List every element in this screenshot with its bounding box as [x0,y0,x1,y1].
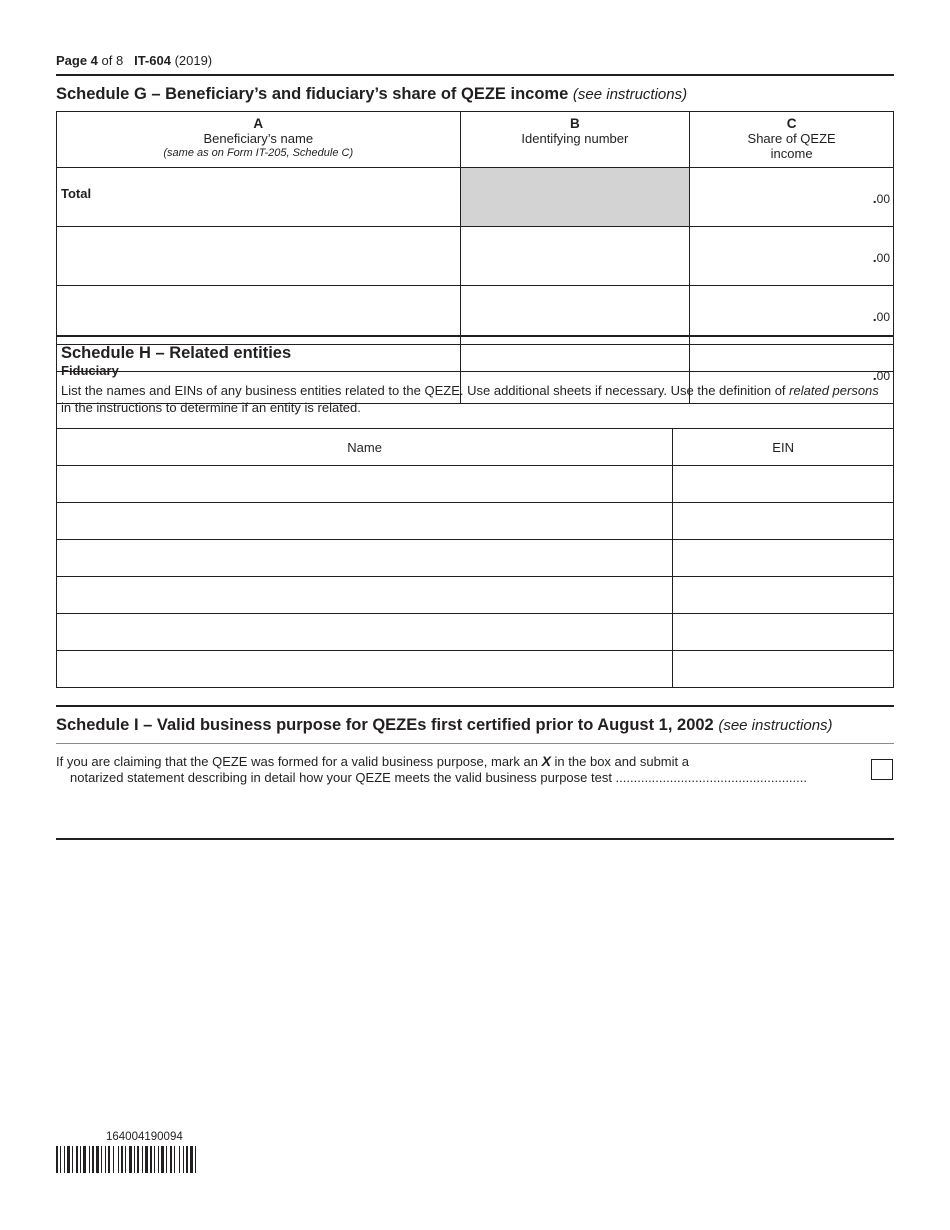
table-row-beneficiary [57,227,894,286]
entity-name-field[interactable] [57,577,673,614]
schedule-h-instructions: List the names and EINs of any business entities related to the QEZE. Use additional sheets if necessary. Use the definition of related persons in the instructions to determine if an entity is related. [61,383,879,415]
row-label-total: Total [57,168,461,227]
column-c-header: C Share of QEZE income [690,112,894,168]
page-total: of 8 [101,53,124,68]
barcode-image [56,1146,240,1173]
schedule-i-rule [56,705,894,707]
ein-field[interactable] [673,503,894,540]
schedule-g-title-note: (see instructions) [572,86,688,103]
entity-name-field[interactable] [57,614,673,651]
form-year: (2019) [174,53,213,68]
schedule-h-rule [56,335,894,337]
table-row [57,466,894,503]
schedule-i-subrule [56,743,894,744]
column-a-header: A Beneficiary’s name (same as on Form IT-205, Schedule C) [57,112,461,168]
schedule-i-title-note: (see instructions) [718,717,833,734]
column-name-header: Name [57,429,673,466]
row-label-fiduciary: Fiduciary [57,345,461,404]
entity-name-field[interactable] [57,503,673,540]
table-row [57,651,894,688]
ein-field[interactable] [673,651,894,688]
table-row [57,577,894,614]
ein-field[interactable] [673,466,894,503]
column-b-header: B Identifying number [460,112,690,168]
schedule-h-table [56,428,894,688]
entity-name-field[interactable] [57,466,673,503]
valid-business-purpose-checkbox[interactable] [871,759,893,780]
ein-field[interactable] [673,614,894,651]
schedule-i-statement: If you are claiming that the QEZE was formed for a valid business purpose, mark an X in the box and submit a notarized statement describing in detail how your QEZE meets the valid business purpose test ..................................................... [56,753,807,785]
table-row [57,503,894,540]
page-number: Page 4 [56,53,98,68]
table-row-total [57,168,894,227]
table-row [57,614,894,651]
schedule-h-title: Schedule H – Related entities [61,344,292,362]
share-total-field[interactable]: .00 [690,168,894,227]
identifying-number-total-shaded [460,168,690,227]
schedule-g-title: Schedule G – Beneficiary’s and fiduciary’s share of QEZE income (see instructions) [56,85,688,103]
share-field[interactable]: .00 [690,227,894,286]
share-fiduciary-field[interactable]: .00 [690,345,894,404]
column-ein-header: EIN [673,429,894,466]
entity-name-field[interactable] [57,540,673,577]
form-number: IT-604 [134,53,171,68]
beneficiary-name-field[interactable] [57,227,461,286]
schedule-i-title: Schedule I – Valid business purpose for QEZEs first certified prior to August 1, 2002 (see instructions) [56,716,833,734]
ein-field[interactable] [673,540,894,577]
share-field[interactable]: .00 [690,286,894,345]
identifying-number-field[interactable] [460,227,690,286]
entity-name-field[interactable] [57,651,673,688]
barcode-number: 164004190094 [106,1131,183,1143]
bottom-rule [56,838,894,840]
schedule-h-instructions-box [56,371,894,429]
ein-field[interactable] [673,577,894,614]
table-row [57,540,894,577]
header-rule [56,74,894,76]
page-header [56,53,212,68]
